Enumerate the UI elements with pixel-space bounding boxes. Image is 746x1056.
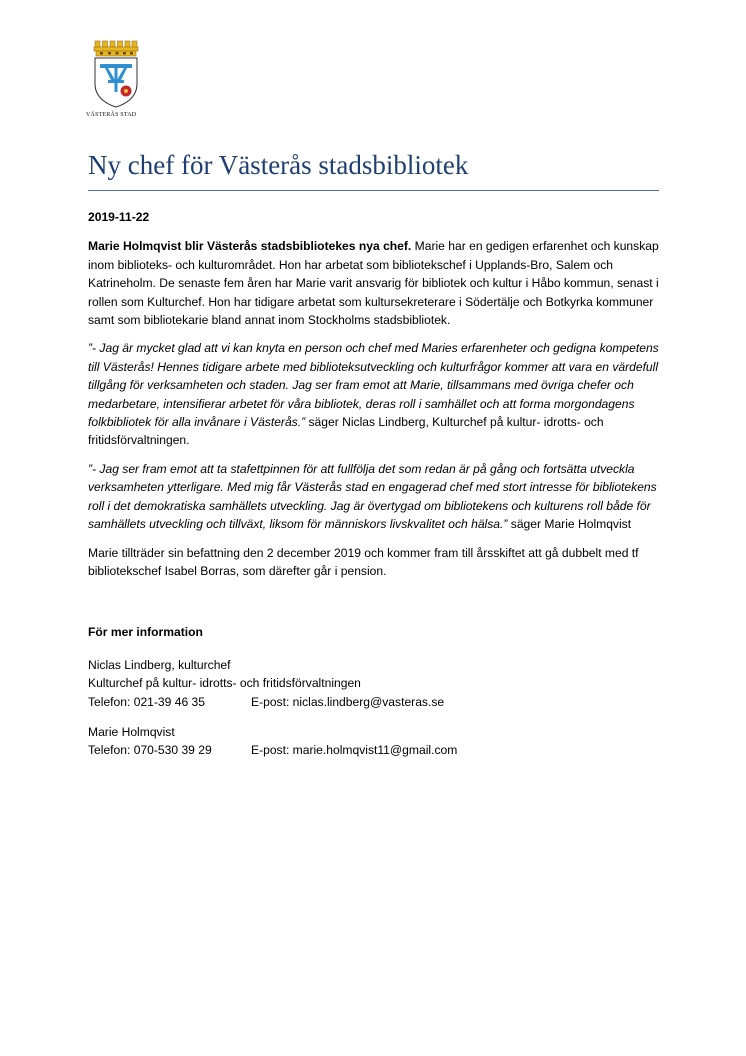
contact-role: Kulturchef på kultur- idrotts- och fritidsförvaltningen [88,676,361,691]
contact-details [88,693,663,711]
publish-date: 2019-11-22 [88,210,150,224]
contact-name: Marie Holmqvist [88,724,175,739]
contact-email[interactable]: E-post: niclas.lindberg@vasteras.se [251,694,445,709]
quote-text-1: ”- Jag är mycket glad att vi kan knyta en person och chef med Maries erfarenheter och gedigna kompetens till Västerås! Hennes tidigare arbete med biblioteksutveckling och kulturfrågor kommer att vara en värdefull tillgång för verksamheten och staden. Jag ser fram emot att Marie, tillsammans med övriga chefer och medarbetare, intensifierar arbetet för våra bibliotek, deras roll i samhället och att forma morgondagens folkbibliotek för alla invånare i Västerås.” [88,341,659,430]
contact-name: Niclas Lindberg, kulturchef [88,657,231,672]
contact-email[interactable]: E-post: marie.holmqvist11@gmail.com [251,743,458,758]
contact-marie-holmqvist [88,723,663,760]
logo-caption: VÄSTERÅS STAD [86,112,137,118]
quote-text-2: ”- Jag ser fram emot att ta stafettpinnen för att fullfölja det som redan är på gång och fortsätta utveckla verksamheten ytterligare. Med mig får Västerås stad en engagerad chef med stort intresse för bibliotekens roll i det demokratiska samhällets utveckling. Jag är övertygad om bibliotekens och kulturens roll både för samhällets utveckling och tillväxt, liksom för människors livskvalitet och hälsa.” [88,461,657,532]
lead-sentence: Marie Holmqvist blir Västerås stadsbibliotekes nya chef. [88,239,412,254]
contact-heading: För mer information [88,625,203,640]
closing-paragraph: Marie tillträder sin befattning den 2 december 2019 och kommer fram till årsskiftet att gå dubbelt med tf bibliotekschef Isabel Borras, som därefter går i pension. [88,545,639,578]
intro-paragraph [88,237,663,329]
title-divider [88,190,659,191]
quote-attribution-1: säger Niclas Lindberg, Kulturchef på kultur- idrotts- och fritidsförvaltningen. [88,415,604,448]
quote-paragraph-2 [88,460,663,534]
coat-of-arms-icon [91,40,139,108]
intro-text: Marie har en gedigen erfarenhet och kunskap inom biblioteks- och kulturområdet. Hon har arbetat som bibliotekschef i Upplands-Bro, Salem och Katrineholm. De senaste fem åren har Marie varit ansvarig för bibliotek och kultur i Håbo kommun, senast i rollen som Kulturchef. Hon har tidigare arbetat som kultursekreterare i Södertälje och Botkyrka kommuner samt som bibliotekarie bland annat inom Stockholms stadsbibliotek. [88,239,659,328]
contact-niclas-lindberg [88,656,663,711]
contact-phone: Telefon: 070-530 39 29 [88,743,212,758]
quote-paragraph-1 [88,339,663,449]
contact-phone: Telefon: 021-39 46 35 [88,694,205,709]
page-title: Ny chef för Västerås stadsbibliotek [88,150,469,180]
city-logo [86,40,156,118]
quote-attribution-2: säger Marie Holmqvist [507,517,632,532]
article-body [88,208,663,772]
contact-details [88,741,663,759]
